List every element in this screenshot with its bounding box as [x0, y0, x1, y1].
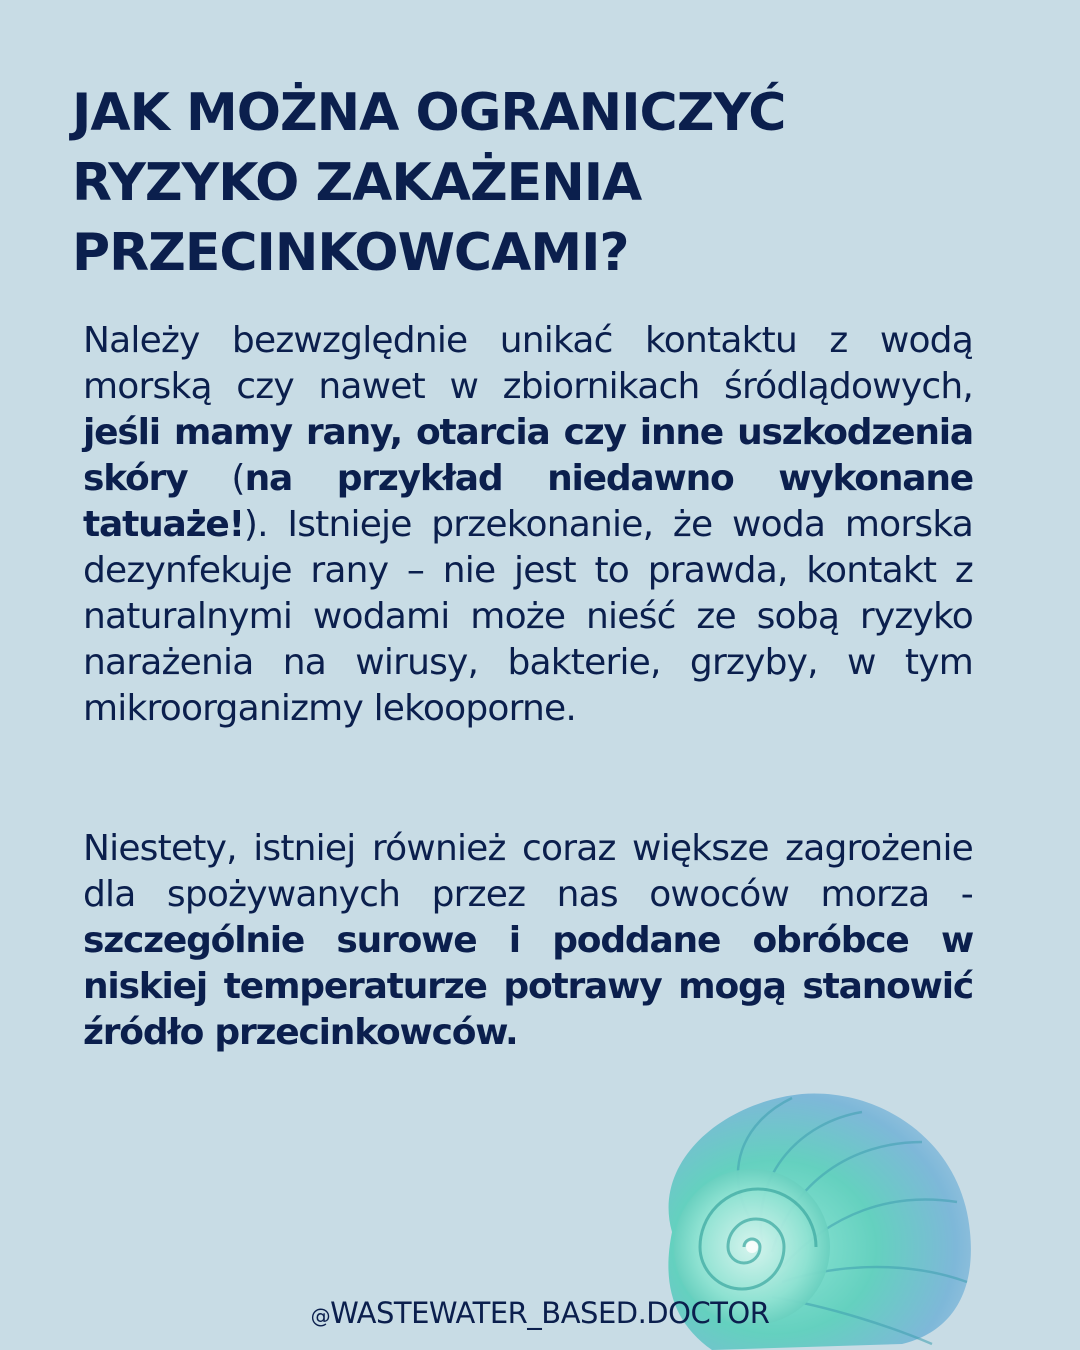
paragraph2-bold-1: szczególnie surowe i poddane obróbce w niskiej temperaturze potrawy mogą stanowić źródło przecinkowców. [83, 920, 973, 1053]
handle-text: WASTEWATER_BASED.DOCTOR [330, 1296, 770, 1330]
paragraph-water-contact [83, 318, 973, 732]
handle-at-sign: @ [310, 1304, 331, 1328]
paragraph2-text-1: Niestety, istniej również coraz większe zagrożenie dla spożywanych przez nas owoców morza - [83, 828, 973, 915]
paragraph-seafood [83, 826, 973, 1056]
paragraph1-text-2: ( [187, 458, 245, 499]
page-title [72, 78, 972, 288]
title-line-2: RYZYKO ZAKAŻENIA [72, 153, 642, 213]
instagram-handle [0, 1296, 1080, 1330]
paragraph1-text-3: ). Istnieje przekonanie, że woda morska dezynfekuje rany – nie jest to prawda, kontakt z naturalnymi wodami może nieść ze sobą ryzyko narażenia na wirusy, bakterie, grzyby, w tym mikroorganizmy lekooporne. [83, 504, 973, 729]
title-line-3: PRZECINKOWCAMI? [72, 223, 629, 283]
paragraph1-bold-2: na przykład niedawno wykonane tatuaże! [83, 458, 973, 545]
paragraph1-text-1: Należy bezwzględnie unikać kontaktu z wodą morską czy nawet w zbiornikach śródlądowych, [83, 320, 973, 407]
title-line-1: JAK MOŻNA OGRANICZYĆ [72, 83, 786, 143]
paragraph1-bold-1: jeśli mamy rany, otarcia czy inne uszkodzenia skóry [83, 412, 973, 499]
